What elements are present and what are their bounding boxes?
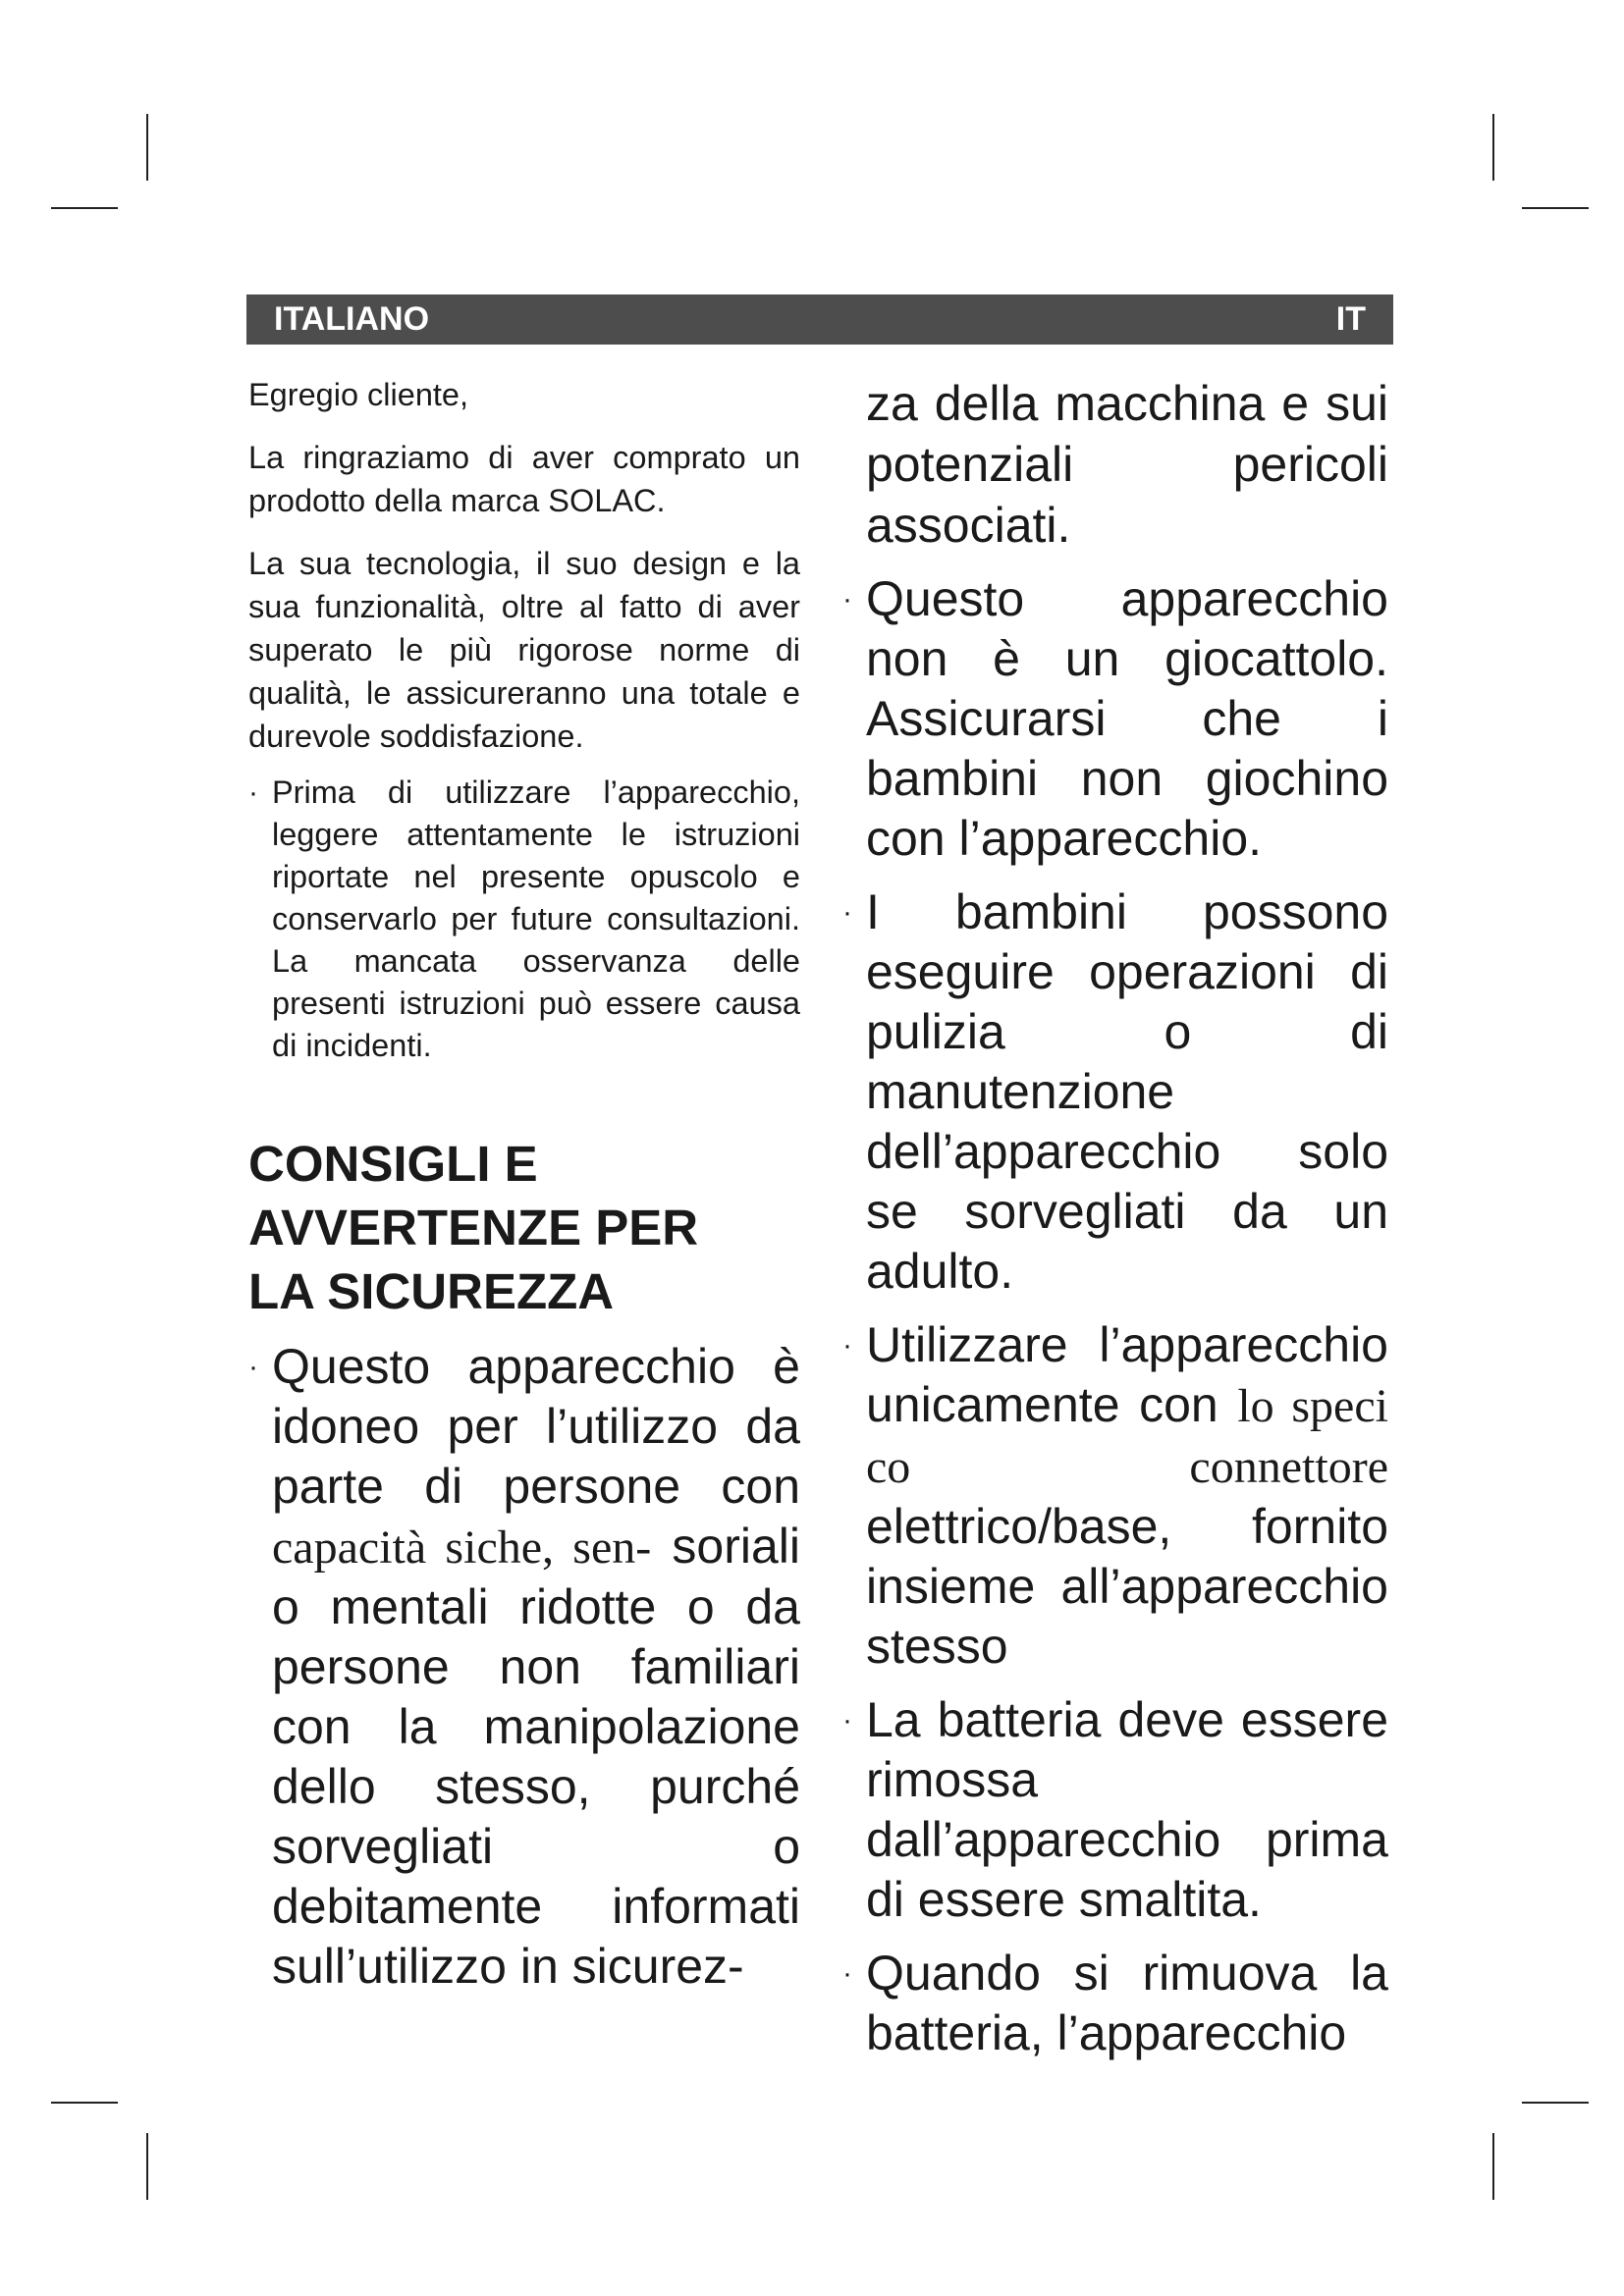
bullet-dot: · <box>248 776 258 809</box>
crop-mark-top-left-horizontal <box>51 207 118 209</box>
battery-text: La batteria deve essere rimossa dall’apparecchio prima di essere smaltita. <box>866 1692 1388 1927</box>
language-header-bar <box>246 294 1393 345</box>
continuation-text: za della macchina e sui potenziali pericoli associati. <box>866 376 1388 553</box>
instructions-text: Prima di utilizzare l’apparecchio, leggere attentamente le istruzioni riportate nel presente opuscolo e conservarlo per future consultazioni. La mancata osservanza delle presenti istruzioni può essere causa di incidenti. <box>272 774 800 1063</box>
bullet-dot: · <box>842 583 852 615</box>
bullet-dot: · <box>842 1704 852 1736</box>
intro-paragraph: La sua tecnologia, il suo design e la sua funzionalità, oltre al fatto di aver superato le più rigorose norme di qualità, le assicureranno una totale e durevole soddisfazione. <box>248 546 800 754</box>
removal-text: Quando si rimuova la batteria, l’apparecchio <box>866 1946 1388 2060</box>
crop-mark-bottom-left-vertical <box>146 2133 148 2200</box>
section-title-line-3: LA SICUREZZA <box>248 1263 615 1319</box>
toy-text: Questo apparecchio non è un giocattolo. Assicurarsi che i bambini non giochino con l’apparecchio. <box>866 571 1388 866</box>
left-column <box>248 373 800 2010</box>
connector-text-1: Utilizzare l’apparecchio unicamente con <box>866 1317 1388 1432</box>
section-title-line-1: CONSIGLI E <box>248 1136 538 1192</box>
bullet-dot: · <box>248 1351 258 1383</box>
section-title <box>248 1132 800 1323</box>
connector-text-serif: lo speci co connettore <box>866 1380 1388 1493</box>
crop-mark-bottom-right-horizontal <box>1522 2102 1589 2104</box>
bullet-dot: · <box>842 896 852 929</box>
crop-mark-bottom-left-horizontal <box>51 2102 118 2104</box>
greeting: Egregio cliente, <box>248 377 469 412</box>
instructions-bullet <box>248 772 800 1067</box>
removal-bullet <box>842 1944 1388 2063</box>
language-label: ITALIANO <box>274 300 430 338</box>
battery-bullet <box>842 1690 1388 1930</box>
crop-mark-top-right-horizontal <box>1522 207 1589 209</box>
bullet-dot: · <box>842 1329 852 1362</box>
crop-mark-top-right-vertical <box>1492 114 1494 181</box>
language-code: IT <box>1335 300 1366 338</box>
reduced-capacity-text-1: Questo apparecchio è idoneo per l’utilizzo da parte di persone con <box>272 1339 800 1514</box>
connector-bullet <box>842 1315 1388 1677</box>
reduced-capacity-text-serif: capacità siche, sen- <box>272 1522 652 1574</box>
bullet-dot: · <box>842 1957 852 1990</box>
crop-mark-bottom-right-vertical <box>1492 2133 1494 2200</box>
reduced-capacity-bullet <box>248 1337 800 1997</box>
section-title-line-2: AVVERTENZE PER <box>248 1200 699 1255</box>
toy-bullet <box>842 569 1388 869</box>
right-column <box>842 373 1388 2077</box>
children-bullet <box>842 882 1388 1302</box>
connector-text-2: elettrico/base, fornito insieme all’apparecchio stesso <box>866 1499 1388 1674</box>
crop-mark-top-left-vertical <box>146 114 148 181</box>
children-text: I bambini possono eseguire operazioni di pulizia o di manutenzione dell’apparecchio solo se sorvegliati da un adulto. <box>866 884 1388 1299</box>
thanks-paragraph: La ringraziamo di aver comprato un prodotto della marca SOLAC. <box>248 440 800 518</box>
reduced-capacity-text-2: soriali o mentali ridotte o da persone non familiari con la manipolazione dello stesso, purché sorvegliati o debitamente informati sull’utilizzo in sicurez- <box>272 1519 800 1994</box>
